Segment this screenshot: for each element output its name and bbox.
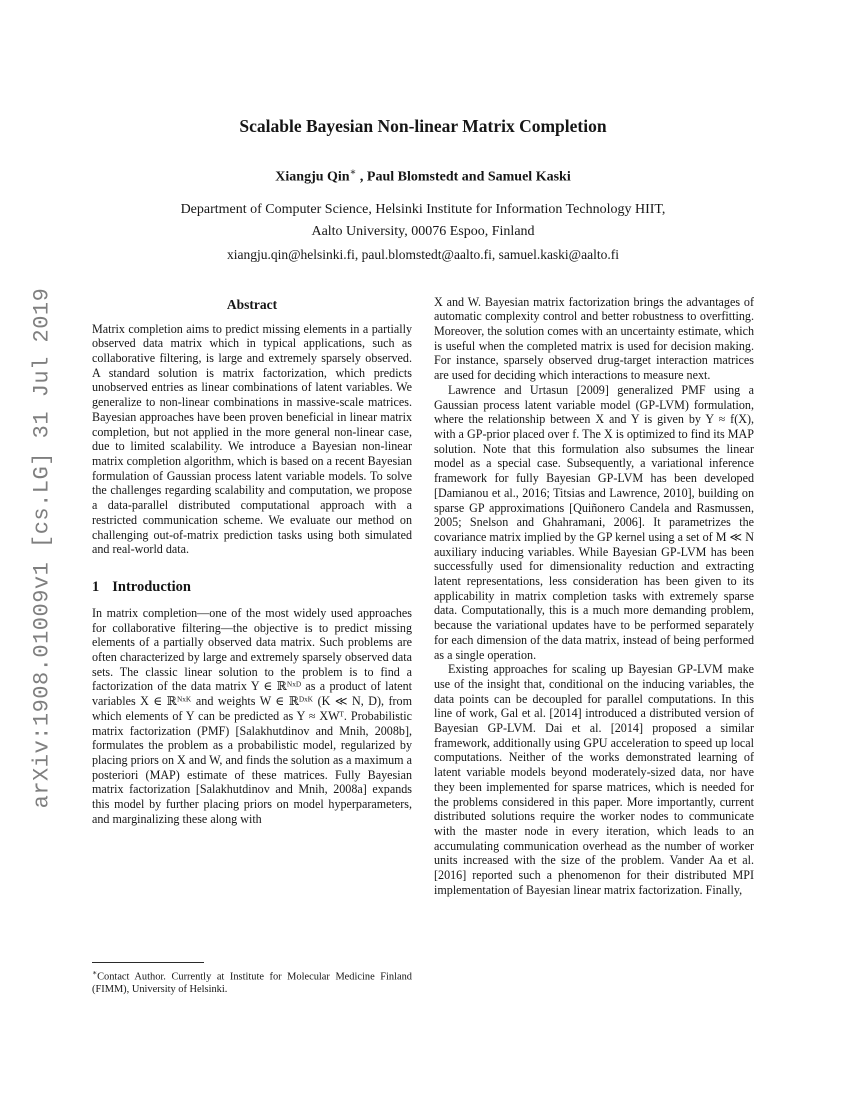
paragraph: Lawrence and Urtasun [2009] generalized PMF using a Gaussian process latent variable model (GP-LVM) formulation, where the relationship between X and Y is given by Y ≈ f(X), with a GP-prior placed over f. The X is optimized to find its MAP solution. Note that this formulation also subsumes the linear model as a special case. Subsequently, a variational inference framework for fully Bayesian GP-LVM has been developed [Damianou et al., 2016; Titsias and Lawrence, 2010], building on sparse GP approximations [Quiñonero Candela and Rasmussen, 2005; Snelson and Ghahramani, 2006]. It parametrizes the covariance matrix implied by the GP kernel using a set of M ≪ N auxiliary inducing variables. While Bayesian GP-LVM has been successfully used for dimensionality reduction and extracting latent representations, less consideration has been given to its applicability in matrix completion tasks with extremely sparse data. Computationally, this is a much more demanding problem, because the variational updates have to be performed separately for each dimension of the data matrix, instead of being performed as a single operation. [434,382,754,662]
introduction-heading [92,579,412,596]
author-emails: xiangju.qin@helsinki.fi, paul.blomstedt@aalto.fi, samuel.kaski@aalto.fi [227,246,619,262]
author-footnote-marker: ∗ [349,167,357,178]
author-name-first: Xiangju Qin [275,169,350,185]
introduction-text [92,606,412,827]
paragraph: X and W. Bayesian matrix factorization brings the advantages of automatic complexity control and better robustness to overfitting. Moreover, the solution comes with an uncertainty estimate, which is useful when the completed matrix is used for decision making. For instance, sparsely observed drug-target interaction matrices are used for deciding which interactions to measure next. [434,294,754,383]
footnote-block [92,956,412,997]
abstract-text: Matrix completion aims to predict missing elements in a partially observed data matrix which in typical applications, such as collaborative filtering, is large and extremely sparsely observed. A standard solution is matrix factorization, which predicts unobserved entries as linear combinations of latent variables. We generalize to non-linear combinations in massive-scale matrices. Bayesian approaches have been proven beneficial in linear matrix completion, but not applied in the more general non-linear case, due to limited scalability. We introduce a Bayesian non-linear matrix completion algorithm, which is based on a recent Bayesian formulation of Gaussian process latent variable models. To solve the challenges regarding scalability and computation, we propose a data-parallel distributed computational approach with a restricted communication scheme. We evaluate our method on challenging out-of-matrix prediction tasks using both simulated and real-world data. [92,321,412,557]
authors-line [92,167,754,186]
footnote-text: Contact Author. Currently at Institute for Molecular Medicine Finland (FIMM), University of Helsinki. [92,971,412,996]
author-names-rest: , Paul Blomstedt and Samuel Kaski [356,169,571,185]
right-column [434,295,754,997]
paragraph: In matrix completion—one of the most widely used approaches for collaborative filtering—the objective is to predict missing elements of a partially observed data matrix. Such problems are often characterized by large and extremely sparsely observed data sets. The classic linear solution to the problem is to find a factorization of the data matrix Y ∈ ℝᴺˣᴰ as a product of latent variables X ∈ ℝᴺˣᴷ and weights W ∈ ℝᴰˣᴷ (K ≪ N, D), from which elements of Y can be predicted as Y ≈ XWᵀ. Probabilistic matrix factorization (PMF) [Salakhutdinov and Mnih, 2008b], formulates the problem as a probabilistic model, regularized by placing priors on X and W, and finds the solution as a maximum a posteriori (MAP) estimate of these matrices. Fully Bayesian matrix factorization [Salakhutdinov and Mnih, 2008a] expands this model by further placing priors on model hyperparameters, and marginalizing these along with [92,605,412,826]
footnote [92,967,412,997]
left-column [92,295,412,997]
affiliation-line-1: Department of Computer Science, Helsinki Institute for Information Technology HIIT, [180,201,666,217]
footnote-marker: ∗ [92,968,98,977]
paper-content [92,116,754,997]
arxiv-watermark: arXiv:1908.01009v1 [cs.LG] 31 Jul 2019 [29,287,55,809]
paragraph: Existing approaches for scaling up Bayesian GP-LVM make use of the insight that, conditional on the inducing variables, the data points can be decoupled for parallel computations. In this line of work, Gal et al. [2014] introduced a distributed version of Bayesian GP-LVM. Dai et al. [2014] proposed a similar framework, additionally using GPU acceleration to speed up local computations. Neither of the works demonstrated learning of latent variable models beyond moderately-sized data, nor have they been implemented for sparse matrices, which is needed for the problems considered in this paper. More importantly, current distributed solutions require the worker nodes to communicate with the master node in every iteration, which leads to an accumulating communication overhead as the number of worker units increased with the size of the problem. Vander Aa et al. [2016] reported such a phenomenon for their distributed MPI implementation of Bayesian linear matrix factorization. Finally, [434,662,754,897]
paper-title: Scalable Bayesian Non-linear Matrix Completion [239,116,607,136]
section-number: 1 [92,578,100,595]
affiliation [92,199,754,243]
right-column-text [434,295,754,898]
abstract-heading: Abstract [226,296,278,312]
section-title: Introduction [112,578,191,595]
two-column-body [92,295,754,997]
footnote-rule [92,962,204,963]
affiliation-line-2: Aalto University, 00076 Espoo, Finland [311,223,535,239]
